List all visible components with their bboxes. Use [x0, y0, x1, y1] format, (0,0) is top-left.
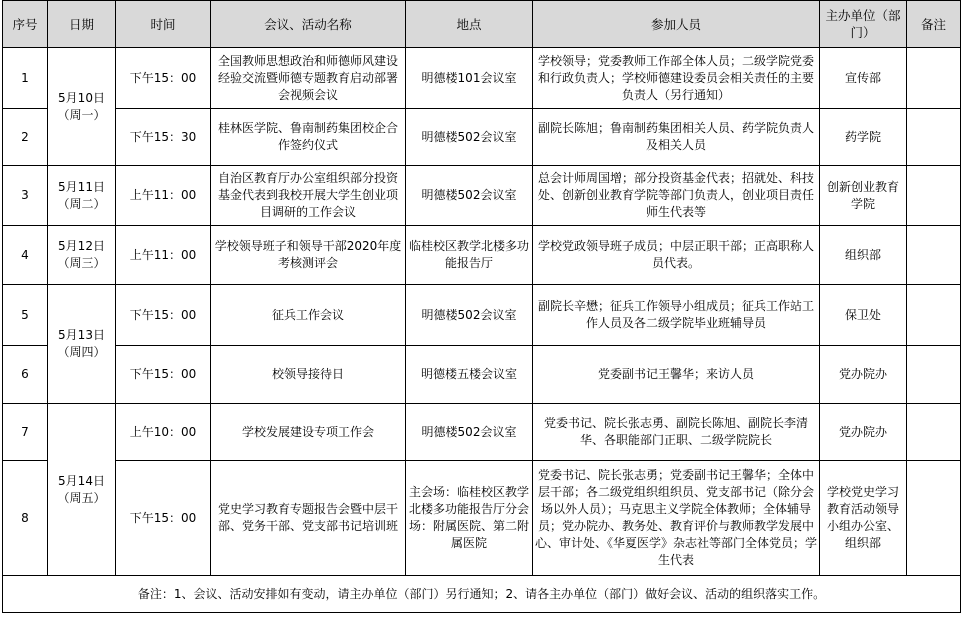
cell-remark: [907, 226, 961, 285]
cell-attendees: 党委书记、院长张志勇；党委副书记王馨华；全体中层干部；各二级党组织组织员、党支部书记（除分会场以外人员）；马克思主义学院全体教师；全体辅导员；党办院办、教务处、教育评价与教师教学发展中心、审计处、《华夏医学》杂志社等部门全体党员；学生代表: [533, 461, 820, 576]
cell-place: 主会场：临桂校区教学北楼多功能报告厅分会场：附属医院、第二附属医院: [406, 461, 533, 576]
header-host: 主办单位（部门）: [820, 1, 907, 48]
header-name: 会议、活动名称: [211, 1, 406, 48]
cell-no: 5: [3, 285, 48, 346]
cell-date: 5月10日（周一）: [48, 48, 116, 166]
header-place: 地点: [406, 1, 533, 48]
cell-name: 党史学习教育专题报告会暨中层干部、党务干部、党支部书记培训班: [211, 461, 406, 576]
cell-host: 保卫处: [820, 285, 907, 346]
cell-name: 学校领导班子和领导干部2020年度考核测评会: [211, 226, 406, 285]
cell-time: 上午11：00: [116, 166, 211, 226]
cell-name: 全国教师思想政治和师德师风建设经验交流暨师德专题教育启动部署会视频会议: [211, 48, 406, 109]
schedule-table: [2, 0, 961, 613]
cell-name: 自治区教育厅办公室组织部分投资基金代表到我校开展大学生创业项目调研的工作会议: [211, 166, 406, 226]
header-row: [3, 1, 961, 48]
cell-no: 6: [3, 346, 48, 404]
table-row: [3, 285, 961, 346]
cell-remark: [907, 166, 961, 226]
cell-no: 1: [3, 48, 48, 109]
cell-name: 学校发展建设专项工作会: [211, 404, 406, 461]
cell-remark: [907, 346, 961, 404]
cell-remark: [907, 404, 961, 461]
header-date: 日期: [48, 1, 116, 48]
footnote: 备注：1、会议、活动安排如有变动，请主办单位（部门）另行通知；2、请各主办单位（部门）做好会议、活动的组织落实工作。: [3, 576, 961, 613]
cell-attendees: 学校党政领导班子成员；中层正职干部；正高职称人员代表。: [533, 226, 820, 285]
cell-no: 2: [3, 109, 48, 166]
table-row: [3, 166, 961, 226]
cell-remark: [907, 109, 961, 166]
cell-attendees: 总会计师周国增；部分投资基金代表；招就处、科技处、创新创业教育学院等部门负责人，创业项目责任师生代表等: [533, 166, 820, 226]
header-no: 序号: [3, 1, 48, 48]
cell-attendees: 党委书记、院长张志勇、副院长陈旭、副院长李清华、各职能部门正职、二级学院院长: [533, 404, 820, 461]
table-row: [3, 346, 961, 404]
header-time: 时间: [116, 1, 211, 48]
cell-time: 下午15：30: [116, 109, 211, 166]
table-row: [3, 109, 961, 166]
cell-place: 明德楼502会议室: [406, 404, 533, 461]
cell-place: 明德楼101会议室: [406, 48, 533, 109]
cell-time: 下午15：00: [116, 346, 211, 404]
header-remark: 备注: [907, 1, 961, 48]
cell-place: 明德楼五楼会议室: [406, 346, 533, 404]
cell-time: 上午11：00: [116, 226, 211, 285]
cell-place: 明德楼502会议室: [406, 166, 533, 226]
cell-attendees: 副院长陈旭；鲁南制药集团相关人员、药学院负责人及相关人员: [533, 109, 820, 166]
cell-no: 3: [3, 166, 48, 226]
cell-no: 7: [3, 404, 48, 461]
cell-host: 宣传部: [820, 48, 907, 109]
note-row: [3, 576, 961, 613]
cell-host: 学校党史学习教育活动领导小组办公室、组织部: [820, 461, 907, 576]
cell-date: 5月13日（周四）: [48, 285, 116, 404]
table-row: [3, 404, 961, 461]
cell-name: 桂林医学院、鲁南制药集团校企合作签约仪式: [211, 109, 406, 166]
cell-remark: [907, 48, 961, 109]
cell-date: 5月14日（周五）: [48, 404, 116, 576]
table-row: [3, 461, 961, 576]
table-row: [3, 226, 961, 285]
table-row: [3, 48, 961, 109]
cell-time: 下午15：00: [116, 285, 211, 346]
cell-remark: [907, 285, 961, 346]
cell-no: 8: [3, 461, 48, 576]
cell-host: 药学院: [820, 109, 907, 166]
cell-attendees: 副院长辛懋；征兵工作领导小组成员；征兵工作站工作人员及各二级学院毕业班辅导员: [533, 285, 820, 346]
header-attendees: 参加人员: [533, 1, 820, 48]
cell-host: 组织部: [820, 226, 907, 285]
cell-host: 党办院办: [820, 404, 907, 461]
cell-time: 下午15：00: [116, 48, 211, 109]
cell-name: 校领导接待日: [211, 346, 406, 404]
cell-name: 征兵工作会议: [211, 285, 406, 346]
cell-place: 临桂校区教学北楼多功能报告厅: [406, 226, 533, 285]
cell-attendees: 学校领导；党委教师工作部全体人员；二级学院党委和行政负责人；学校师德建设委员会相关责任的主要负责人（另行通知）: [533, 48, 820, 109]
cell-time: 上午10：00: [116, 404, 211, 461]
cell-place: 明德楼502会议室: [406, 285, 533, 346]
cell-host: 创新创业教育学院: [820, 166, 907, 226]
cell-host: 党办院办: [820, 346, 907, 404]
cell-no: 4: [3, 226, 48, 285]
cell-time: 下午15：00: [116, 461, 211, 576]
cell-place: 明德楼502会议室: [406, 109, 533, 166]
cell-date: 5月11日（周二）: [48, 166, 116, 226]
cell-attendees: 党委副书记王馨华；来访人员: [533, 346, 820, 404]
cell-remark: [907, 461, 961, 576]
cell-date: 5月12日（周三）: [48, 226, 116, 285]
